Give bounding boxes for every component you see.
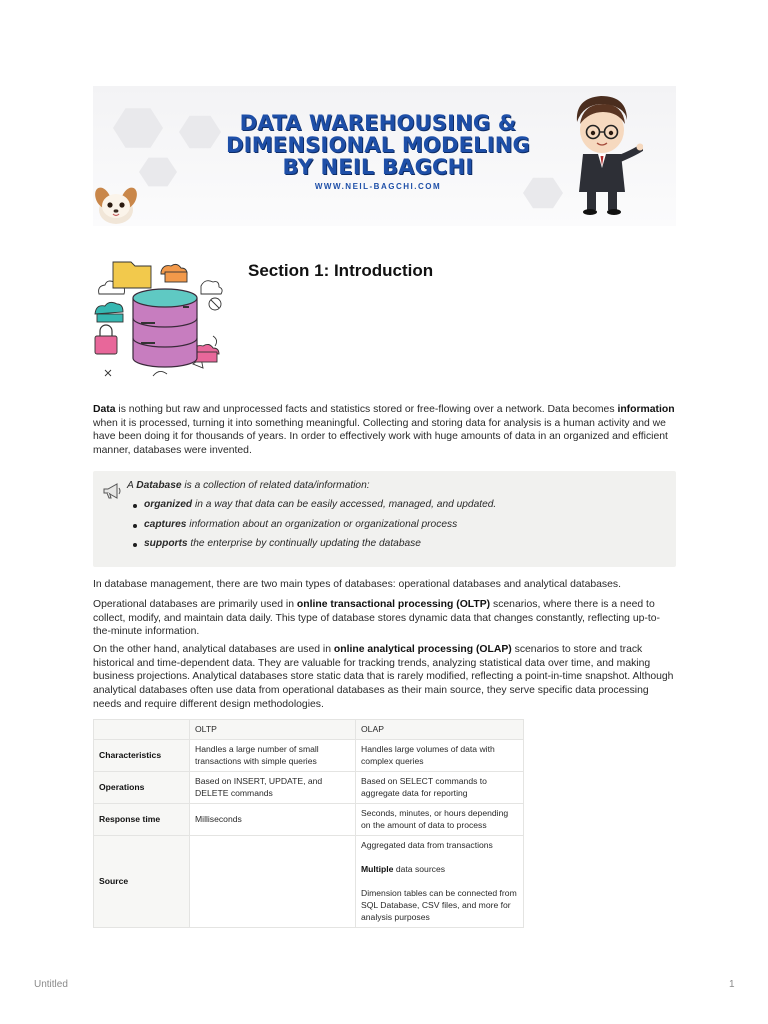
callout-intro: [127, 480, 370, 491]
table-header-cell: OLTP: [190, 720, 356, 740]
presenter-illustration: [563, 92, 643, 216]
cell-line: [361, 863, 518, 875]
row-label: Source: [94, 836, 190, 928]
hexagon-decoration: [113, 106, 163, 150]
list-item: [133, 499, 496, 519]
list-item: [133, 538, 496, 558]
types-paragraph: In database management, there are two main types of databases: operational databases and analytical databases.: [93, 579, 621, 590]
banner-url: WWW.NEIL-BAGCHI.COM: [314, 182, 442, 191]
table-cell: Milliseconds: [190, 804, 356, 836]
oltp-olap-table: [93, 719, 524, 928]
list-item-term: supports: [144, 538, 188, 549]
list-item-term: organized: [144, 499, 193, 510]
header-banner: [93, 86, 676, 226]
footer-page-number: 1: [729, 979, 735, 990]
hexagon-decoration: [179, 114, 221, 150]
table-header-cell: [94, 720, 190, 740]
paragraph-text: when it is processed, turning it into something meaningful. Collecting and storing data for analysis is a human activity and we have been doing it for thousands of years. In order to effectively work with huge amounts of data in an organized and efficient manner, databases were invented.: [93, 417, 668, 457]
megaphone-icon: [102, 482, 122, 500]
table-row: [94, 740, 524, 772]
table-cell: Based on INSERT, UPDATE, and DELETE commands: [190, 772, 356, 804]
callout-text: A: [127, 480, 137, 491]
table-cell: Seconds, minutes, or hours depending on the amount of data to process: [356, 804, 524, 836]
oltp-paragraph: [93, 598, 677, 639]
banner-title-line: BY NEIL BAGCHI: [282, 155, 474, 179]
intro-paragraph: [93, 403, 677, 458]
footer-document-name: Untitled: [34, 979, 68, 990]
table-cell: Handles a large number of small transactions with simple queries: [190, 740, 356, 772]
banner-title-line: DIMENSIONAL MODELING: [226, 133, 530, 157]
callout-text: is a collection of related data/information:: [181, 480, 370, 491]
olap-paragraph: [93, 643, 677, 712]
table-cell: [356, 836, 524, 928]
list-item-text: the enterprise by continually updating the database: [187, 538, 421, 549]
callout-list: [133, 499, 496, 558]
definition-callout: [93, 471, 676, 567]
paragraph-text: scenarios to store and track historical and time-dependent data. They are valuable for tracking trends, analyzing statistical data over time, and making business projections. Analytical databases store static data that is rarely modified, reflecting a point-in-time snapshot. Although analytical databases often use data from operational databases as their main source, they serve specific data processing needs and require different design methodologies.: [93, 644, 674, 710]
term-information: information: [617, 404, 675, 415]
paragraph-text: On the other hand, analytical databases are used in: [93, 644, 334, 655]
table-cell: [190, 836, 356, 928]
hexagon-decoration: [139, 156, 177, 188]
paragraph-text: Operational databases are primarily used in: [93, 599, 297, 610]
list-item-text: in a way that data can be easily accessed, managed, and updated.: [192, 499, 497, 510]
row-label: Operations: [94, 772, 190, 804]
row-label: Response time: [94, 804, 190, 836]
list-item-term: captures: [144, 518, 187, 530]
list-item: [133, 519, 496, 539]
section-title: Section 1: Introduction: [248, 261, 434, 280]
database-illustration: [93, 256, 228, 386]
table-cell: Based on SELECT commands to aggregate data for reporting: [356, 772, 524, 804]
table-row: [94, 836, 524, 928]
term-data: Data: [93, 404, 116, 415]
table-row: [94, 772, 524, 804]
row-label: Characteristics: [94, 740, 190, 772]
cell-text: data sources: [393, 864, 446, 874]
banner-title: [223, 112, 533, 178]
banner-title-line: DATA WAREHOUSING &: [239, 111, 517, 135]
table-cell: Handles large volumes of data with complex queries: [356, 740, 524, 772]
term-olap: online analytical processing (OLAP): [333, 644, 512, 655]
list-item-text: information about an organization or organizational process: [186, 518, 458, 530]
term-oltp: online transactional processing (OLTP): [296, 599, 491, 610]
term-database: Database: [136, 480, 182, 491]
table-row: [94, 804, 524, 836]
table-header-cell: OLAP: [356, 720, 524, 740]
paragraph-text: scenarios, where there is a need to collect, modify, and maintain data daily. This type of database stores dynamic data that changes constantly, reflecting up-to-the-minute information.: [93, 599, 660, 638]
cell-line: Aggregated data from transactions: [361, 840, 493, 850]
table-header-row: [94, 720, 524, 740]
cell-term: Multiple: [361, 864, 394, 874]
puppy-illustration: [93, 182, 139, 226]
paragraph-text: is nothing but raw and unprocessed facts and statistics stored or free-flowing over a network. Data becomes: [115, 404, 618, 415]
cell-line: Dimension tables can be connected from SQL Database, CSV files, and more for analysis purposes: [361, 888, 517, 922]
